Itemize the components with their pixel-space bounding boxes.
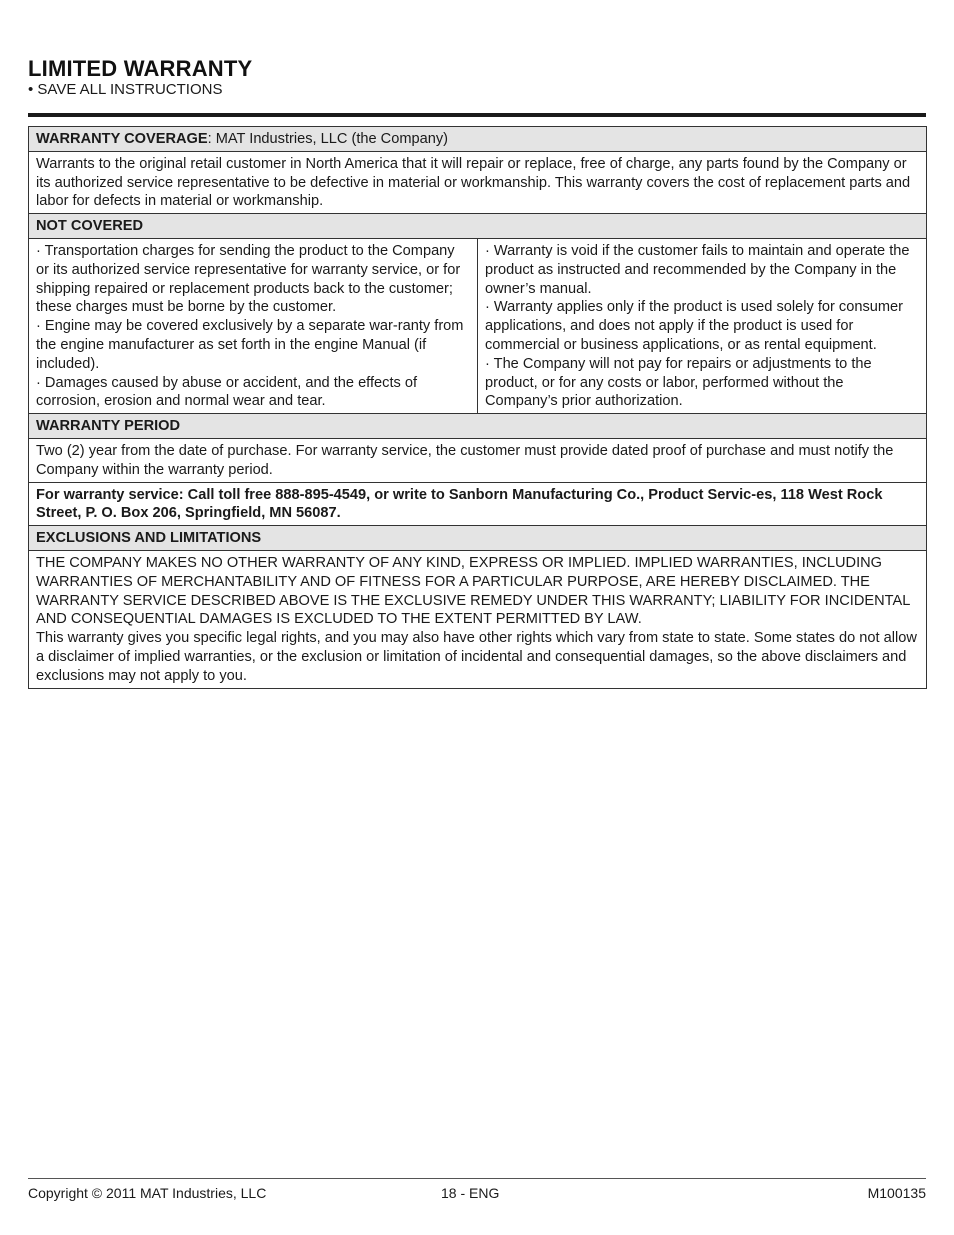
- footer-doc-number: M100135: [867, 1185, 926, 1201]
- not-covered-item: · The Company will not pay for repairs or adjustments to the product, or for any costs or labor, performed without the Company’s prior authorization.: [485, 355, 872, 410]
- exclusions-body-row: [29, 550, 927, 688]
- footer-copyright: Copyright © 2011 MAT Industries, LLC: [28, 1185, 267, 1201]
- service-contact: For warranty service: Call toll free 888-895-4549, or write to Sanborn Manufacturing Co., Product Servic-es, 118 West Rock Street, P. O. Box 206, Springfield, MN 56087.: [29, 482, 927, 526]
- period-heading-row: [29, 414, 927, 439]
- not-covered-right-column: [478, 238, 927, 413]
- warranty-table: [28, 126, 927, 689]
- coverage-body: Warrants to the original retail customer in North America that it will repair or replace, free of charge, any parts found by the Company or its authorized service representative to be defective in material or workmanship. This warranty covers the cost of replacement parts and labor for defects in material or workmanship.: [29, 151, 927, 213]
- not-covered-body-row: [29, 238, 927, 413]
- not-covered-item: · Transportation charges for sending the product to the Company or its authorized service representative for warranty service, or for shipping repaired or replacement products back to the customer; these charges must be borne by the customer.: [36, 242, 461, 316]
- not-covered-item: · Warranty applies only if the product is used solely for consumer applications, and does not apply if the product is used for commercial or business applications, or as rental equipment.: [485, 299, 903, 353]
- not-covered-item: · Warranty is void if the customer fails to maintain and operate the product as instructed and recommended by the Company in the owner’s manual.: [485, 242, 910, 297]
- exclusions-heading: EXCLUSIONS AND LIMITATIONS: [29, 526, 927, 551]
- coverage-body-row: [29, 151, 927, 213]
- exclusions-heading-row: [29, 526, 927, 551]
- not-covered-left-column: [29, 238, 478, 413]
- footer-divider: [28, 1178, 926, 1179]
- period-body: Two (2) year from the date of purchase. For warranty service, the customer must provide dated proof of purchase and must notify the Company within the warranty period.: [29, 438, 927, 482]
- exclusions-disclaimer: THE COMPANY MAKES NO OTHER WARRANTY OF ANY KIND, EXPRESS OR IMPLIED. IMPLIED WARRANTIES, INCLUDING WARRANTIES OF MERCHANTABILITY AND OF FITNESS FOR A PARTICULAR PURPOSE, ARE HEREBY DISCLAIMED. THE WARRANTY SERVICE DESCRIBED ABOVE IS THE EXCLUSIVE REMEDY UNDER THIS WARRANTY; LIABILITY FOR INCIDENTAL AND CONSEQUENTIAL DAMAGES IS EXCLUDED TO THE EXTENT PERMITTED BY LAW.: [36, 554, 910, 628]
- not-covered-heading: NOT COVERED: [29, 214, 927, 239]
- exclusions-body: [29, 550, 927, 688]
- coverage-heading-row: [29, 127, 927, 152]
- not-covered-heading-row: [29, 214, 927, 239]
- period-body-row: [29, 438, 927, 482]
- not-covered-item: · Engine may be covered exclusively by a separate war-ranty from the engine manufacturer as set forth in the engine Manual (if included).: [36, 318, 464, 372]
- coverage-heading: WARRANTY COVERAGE: [36, 131, 208, 147]
- service-row: [29, 482, 927, 526]
- page-title: LIMITED WARRANTY: [28, 56, 253, 81]
- footer-page-number: 18 - ENG: [441, 1185, 500, 1201]
- coverage-heading-cell: [29, 127, 927, 152]
- header-divider: [28, 113, 926, 117]
- not-covered-item: · Damages caused by abuse or accident, and the effects of corrosion, erosion and normal wear and tear.: [36, 374, 418, 410]
- page-subtitle: • SAVE ALL INSTRUCTIONS: [28, 81, 223, 98]
- period-heading: WARRANTY PERIOD: [29, 414, 927, 439]
- exclusions-rights: This warranty gives you specific legal rights, and you may also have other rights which vary from state to state. Some states do not allow a disclaimer of implied warranties, or the exclusion or limitation of incidental and consequential damages, so the above disclaimers and exclusions may not apply to you.: [36, 630, 917, 684]
- coverage-company: : MAT Industries, LLC (the Company): [207, 131, 448, 147]
